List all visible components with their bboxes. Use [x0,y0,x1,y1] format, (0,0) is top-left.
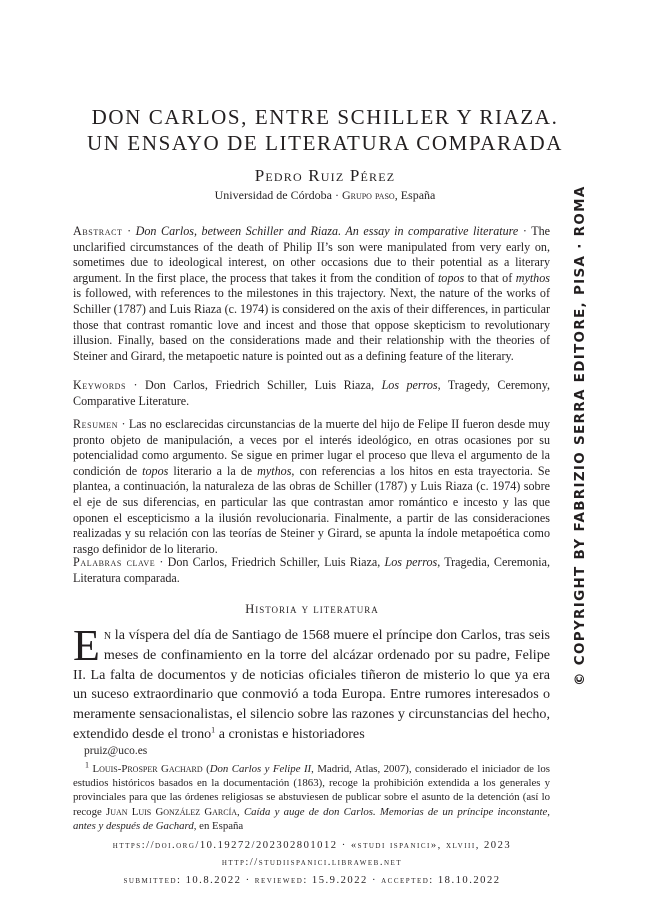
footnote-text-1: ( [202,763,210,775]
body-paragraph [73,621,550,745]
palabras-clave-los-perros: Los perros [384,555,438,569]
footnote-text-2: , Madrid, Atlas, 2007), considerado el iniciador de los estudios históricos basados en la documentación (1863), recoge la prohibición extendida a los generales y provinciales para que las órdenes religiosas se abstuviesen de publicar sobre el asunto de la detención (así lo recoge [73,763,551,818]
abstract-label: Abstract [73,224,123,238]
palabras-clave-separator: · [155,555,168,569]
keywords-separator: · [126,378,145,392]
affiliation-group: Grupo paso [341,188,395,202]
affiliation [0,188,650,203]
abstract-text-2: to that of [464,270,516,285]
article-title [0,104,650,156]
copyright-sidebar: © COPYRIGHT BY FABRIZIO SERRA EDITORE, PISA · ROMA [572,185,588,686]
abstract-text-3: is followed, with references to the milestones in this trajectory. Next, the nature of the works of Schiller (1787) and Luis Riaza (c. 1974) is considered on the axis of their differences, in particular those that contrast romantic love and incest and those that oppose skepticism to revolutionary illusion. Finally, based on the considerations made and their relationship with the theories of Steiner and Girard, the metapoetic nature is pointed out as a defining feature of the literary. [73,286,550,363]
body-text-1: la víspera del día de Santiago de 1568 muere el príncipe don Carlos, tras seis meses de confinamiento en la torre del alcázar ordenado por su padre, Felipe II. La falta de documentos y de noticias oficiales tiñeron de misterio lo que ya era un suceso extraordinario que conmovió a toda Europa. Entre rumores interesados o meramente sensacionalistas, el silencio sobre las razones y circunstancias del hecho, extendido desde el trono [73,627,550,742]
article-title-line-2: UN ENSAYO DE LITERATURA COMPARADA [87,131,563,155]
abstract-mythos: mythos [515,270,550,285]
footnote-text-3: , [237,805,244,818]
section-heading: Historia y literatura [245,602,379,616]
palabras-clave-text-2: , Tragedia, Ceremonia, Literatura comparada. [73,555,550,585]
abstract-paragraph [73,224,550,364]
footnote-book-title-2: Caída y auge de don Carlos. Memorias de un príncipe inconstante, antes y después de Gachard [73,805,551,832]
footnote-1 [73,762,550,833]
resumen-separator: · [118,417,129,431]
keywords-text-1: Don Carlos, Friedrich Schiller, Luis Riaza, [145,378,382,392]
resumen-text-2: literario a la de [168,463,258,478]
drop-cap: E [73,621,100,670]
body-smallcaps: n [103,627,112,643]
doi-line[interactable]: https://doi.org/10.19272/202302801012 · «studi ispanici», xlviii, 2023 [112,840,512,851]
abstract-separator-2: · [518,224,532,238]
abstract-text-1: The unclarified circumstances of the death of Philip II’s son were manipulated from very early on, sometimes due to ideological interest, on other occasions due to their potential as a literary argument. In the first place, the process that takes it from the condition of [73,224,550,285]
palabras-clave-text-1: Don Carlos, Friedrich Schiller, Luis Riaza, [167,555,385,569]
palabras-clave-label: Palabras clave [73,555,156,569]
resumen-mythos: mythos [257,463,292,478]
abstract-topos: topos [437,270,465,285]
article-title-line-1: DON CARLOS, ENTRE SCHILLER Y RIAZA. [91,105,559,129]
affiliation-country: , España [394,188,436,202]
author-email[interactable]: pruiz@uco.es [84,745,148,757]
keywords-label: Keywords [73,378,127,392]
keywords-los-perros: Los perros [381,378,438,392]
footnote-author: Louis-Prosper Gachard [92,763,203,775]
affiliation-university: Universidad de Córdoba [214,188,332,202]
footnote-ref-1[interactable]: 1 [211,725,216,735]
keywords-text-2: , Tragedy, Ceremony, Comparative Literature. [73,378,550,408]
author-name: Pedro Ruiz Pérez [254,166,396,185]
palabras-clave-paragraph [73,555,550,586]
affiliation-separator: · [331,188,342,202]
resumen-label: Resumen [73,417,119,431]
journal-url[interactable]: http://studiispanici.libraweb.net [221,857,403,868]
footnote-author-2: Juan Luis González García [106,805,238,818]
resumen-paragraph [73,417,550,557]
footnote-number: 1 [85,760,89,770]
footnote-book-title: Don Carlos y Felipe II [209,763,312,775]
abstract-english-title: Don Carlos, between Schiller and Riaza. An essay in comparative literature [135,224,519,238]
resumen-topos: topos [142,463,169,478]
body-text-2: a cronistas e historiadores [215,725,365,742]
abstract-separator: · [122,224,136,238]
footnote-text-4: , en España [193,819,244,832]
resumen-text-1: Las no esclarecidas circunstancias de la muerte del hijo de Felipe II fueron desde muy pronto objeto de manipulación, a veces por el interés ideológico, en otras ocasiones por su potencialidad como argumento. Se sigue en primer lugar el proceso que lleva el argumento de la condición de [73,417,550,478]
submission-dates: submitted: 10.8.2022 · reviewed: 15.9.2022 · accepted: 18.10.2022 [123,875,501,886]
resumen-text-3: , con referencias a los hitos en esta trayectoria. Se plantea, a continuación, la naturaleza de las obras de Schiller (1787) y Luis Riaza (c. 1974) sobre el eje de sus diferencias, en particular las que contrastan amor romántico e incesto y las que oponen el escepticismo a la ilusión revolucionaria. Finalmente, a partir de las consideraciones realizadas y su relación con las teorías de Steiner y Girard, se apunta la índole metapoética como rasgo definidor de lo literario. [73,463,551,556]
keywords-paragraph [73,378,550,409]
